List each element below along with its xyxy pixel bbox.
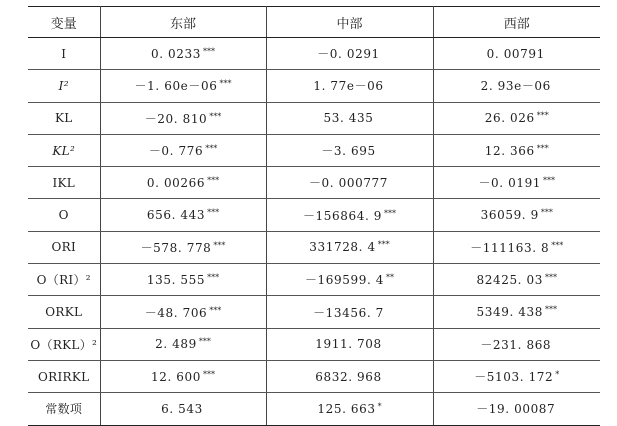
variable-label: KL <box>54 111 73 126</box>
coef-cell-central <box>266 264 433 296</box>
coef-cell-west <box>433 296 600 328</box>
coef-cell-east <box>100 328 266 360</box>
coef-cell-west <box>433 102 600 134</box>
table-row <box>28 102 600 134</box>
coefficient-value: －3. 695 <box>321 144 376 159</box>
coef-cell-central <box>266 360 433 392</box>
coefficient-value: 36059. 9 <box>480 208 539 223</box>
coefficient-value: 0. 00266 <box>146 175 206 190</box>
variable-label: IKL <box>52 175 76 190</box>
significance-stars: *** <box>551 240 564 250</box>
coef-cell-central <box>266 231 433 263</box>
coef-cell-west <box>433 231 600 263</box>
variable-label: O（RKL）² <box>30 337 98 352</box>
coef-cell-east <box>100 38 266 70</box>
coefficient-value: －48. 706 <box>144 305 208 320</box>
coefficient-value: －5103. 172 <box>474 370 554 385</box>
coefficient-value: 331728. 4 <box>309 240 376 255</box>
significance-stars: *** <box>209 111 222 121</box>
header-east: 东部 <box>100 7 266 38</box>
coefficient-value: 0. 0233 <box>150 46 201 61</box>
coef-cell-east <box>100 167 266 199</box>
table-row <box>28 328 600 360</box>
significance-stars: *** <box>203 369 215 379</box>
table-row <box>28 199 600 231</box>
header-central: 中部 <box>266 7 433 38</box>
row-variable-cell <box>28 38 100 70</box>
significance-stars: *** <box>219 79 232 89</box>
coefficient-value: －19. 00087 <box>476 402 556 417</box>
coefficient-value: 1. 77e－06 <box>313 79 384 94</box>
coef-cell-west <box>433 70 600 102</box>
coef-cell-west <box>433 199 600 231</box>
table-row <box>28 167 600 199</box>
coefficient-value: 6832. 968 <box>315 369 382 384</box>
coef-cell-west <box>433 264 600 296</box>
variable-label: ORKL <box>45 305 83 320</box>
significance-stars: *** <box>384 208 397 218</box>
row-variable-cell <box>28 70 100 102</box>
row-variable-cell <box>28 264 100 296</box>
table-row <box>28 360 600 392</box>
variable-label: I <box>61 46 67 61</box>
coef-cell-central <box>266 393 433 425</box>
significance-stars: *** <box>544 305 557 315</box>
coef-cell-east <box>100 296 266 328</box>
coef-cell-east <box>100 393 266 425</box>
variable-label: I² <box>58 78 69 93</box>
table-row <box>28 38 600 70</box>
coefficient-value: －111163. 8 <box>470 240 550 255</box>
row-variable-cell <box>28 134 100 166</box>
row-variable-cell <box>28 102 100 134</box>
coef-cell-east <box>100 231 266 263</box>
table-header <box>28 7 600 38</box>
coef-cell-west <box>433 360 600 392</box>
significance-stars: *** <box>207 208 220 218</box>
coef-cell-east <box>100 360 266 392</box>
coefficient-value: －578. 778 <box>140 240 212 255</box>
row-variable-cell <box>28 296 100 328</box>
table-row <box>28 393 600 425</box>
table-row <box>28 134 600 166</box>
variable-label: ORI <box>51 240 76 255</box>
table-body <box>28 38 600 426</box>
coef-cell-east <box>100 134 266 166</box>
significance-stars: *** <box>544 272 557 282</box>
regression-results-table <box>28 6 600 426</box>
significance-stars: *** <box>536 111 549 121</box>
variable-label: KL² <box>52 143 76 158</box>
coef-cell-east <box>100 102 266 134</box>
coef-cell-central <box>266 38 433 70</box>
coef-cell-west <box>433 393 600 425</box>
significance-stars: *** <box>209 305 222 315</box>
coef-cell-west <box>433 38 600 70</box>
coef-cell-west <box>433 328 600 360</box>
coefficient-value: 135. 555 <box>146 272 206 287</box>
coefficient-value: －156864. 9 <box>302 208 383 223</box>
coefficient-value: －169599. 4 <box>304 273 385 288</box>
significance-stars: ** <box>386 273 395 283</box>
row-variable-cell <box>28 231 100 263</box>
significance-stars: *** <box>207 272 220 282</box>
coef-cell-central <box>266 167 433 199</box>
coef-cell-east <box>100 199 266 231</box>
header-west: 西部 <box>433 7 600 38</box>
coef-cell-east <box>100 70 266 102</box>
table-row <box>28 231 600 263</box>
coefficient-value: 12. 366 <box>484 143 535 158</box>
regression-table-container <box>28 6 600 426</box>
coefficient-value: 656. 443 <box>146 208 206 223</box>
coef-cell-central <box>266 328 433 360</box>
variable-label: ORIRKL <box>38 369 90 384</box>
coefficient-value: －0. 000777 <box>308 176 389 191</box>
coefficient-value: 2. 489 <box>155 337 197 352</box>
coefficient-value: 6. 543 <box>161 401 203 416</box>
table-row <box>28 264 600 296</box>
coefficient-value: －0. 776 <box>148 144 204 159</box>
header-variable: 变量 <box>28 7 100 38</box>
coef-cell-central <box>266 296 433 328</box>
coefficient-value: －0. 0291 <box>317 47 380 62</box>
variable-label: 常数项 <box>45 402 83 417</box>
coefficient-value: －231. 868 <box>480 337 552 352</box>
row-variable-cell <box>28 393 100 425</box>
row-variable-cell <box>28 328 100 360</box>
significance-stars: *** <box>203 46 215 56</box>
coef-cell-west <box>433 134 600 166</box>
table-row <box>28 296 600 328</box>
significance-stars: * <box>377 401 382 411</box>
coef-cell-east <box>100 264 266 296</box>
significance-stars: *** <box>207 175 220 185</box>
row-variable-cell <box>28 167 100 199</box>
significance-stars: *** <box>198 337 211 347</box>
coef-cell-central <box>266 134 433 166</box>
table-row <box>28 70 600 102</box>
coef-cell-west <box>433 167 600 199</box>
coefficient-value: 53. 435 <box>323 111 374 126</box>
significance-stars: *** <box>536 143 549 153</box>
coefficient-value: －1. 60e－06 <box>134 79 218 94</box>
coefficient-value: 1911. 708 <box>315 337 382 352</box>
coefficient-value: 26. 026 <box>484 111 535 126</box>
significance-stars: * <box>555 370 560 380</box>
coef-cell-central <box>266 102 433 134</box>
significance-stars: *** <box>543 176 556 186</box>
significance-stars: *** <box>377 240 390 250</box>
significance-stars: *** <box>213 240 226 250</box>
coefficient-value: 125. 663 <box>317 401 376 416</box>
significance-stars: *** <box>540 208 553 218</box>
variable-label: O <box>58 208 69 223</box>
coefficient-value: 82425. 03 <box>476 272 543 287</box>
coefficient-value: －0. 0191 <box>478 176 542 191</box>
coefficient-value: 0. 00791 <box>486 46 545 61</box>
row-variable-cell <box>28 360 100 392</box>
row-variable-cell <box>28 199 100 231</box>
coefficient-value: 2. 93e－06 <box>480 79 551 94</box>
coef-cell-central <box>266 199 433 231</box>
variable-label: O（RI）² <box>36 273 91 288</box>
coefficient-value: 5349. 438 <box>476 305 543 320</box>
coefficient-value: 12. 600 <box>150 369 201 384</box>
significance-stars: *** <box>205 144 218 154</box>
coefficient-value: －20. 810 <box>144 111 208 126</box>
coef-cell-central <box>266 70 433 102</box>
coefficient-value: －13456. 7 <box>313 305 384 320</box>
header-row <box>28 7 600 38</box>
